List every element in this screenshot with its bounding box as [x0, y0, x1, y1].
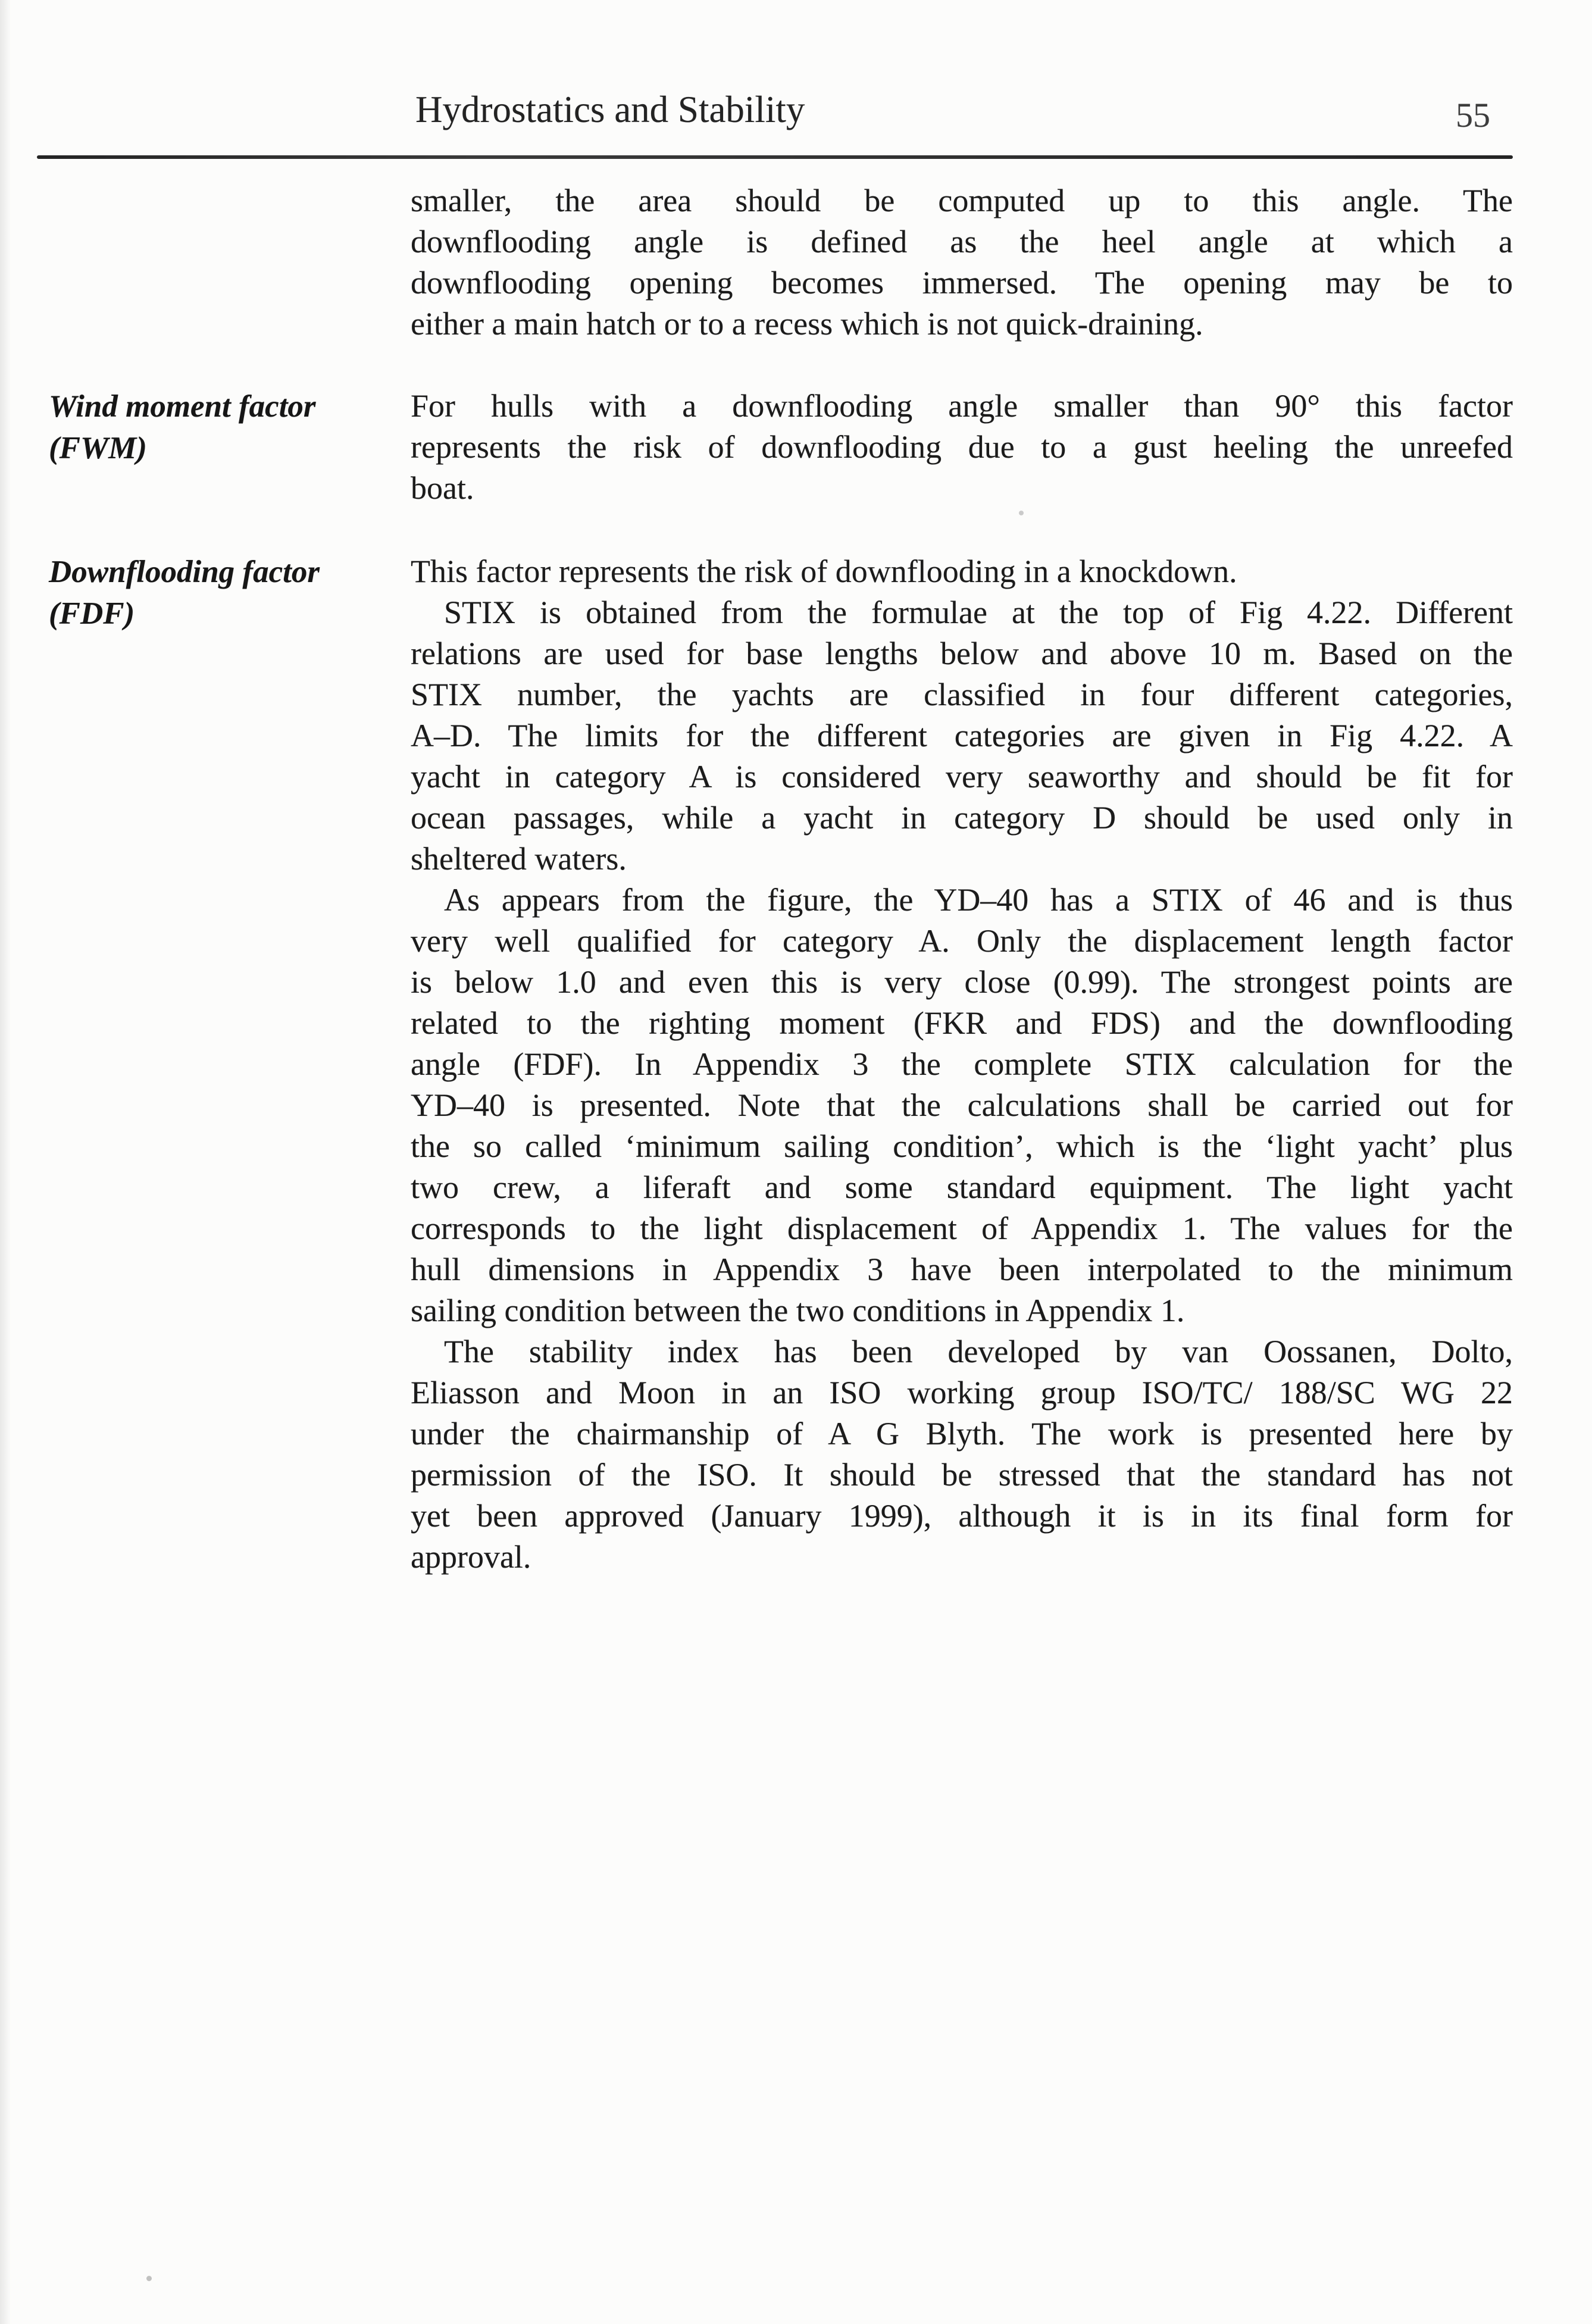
margin-note-wind-moment-factor	[49, 386, 400, 469]
text-line: boat.	[411, 470, 474, 506]
text-line: For hulls with a downflooding angle smaller than 90° this factor	[411, 388, 1513, 424]
page-header-title: Hydrostatics and Stability	[415, 89, 805, 130]
paragraph-block-intro	[411, 180, 1513, 345]
text-line: related to the righting moment (FKR and FDS) and the downflooding	[411, 1005, 1513, 1041]
text-line: downflooding angle is defined as the heel angle at which a	[411, 224, 1513, 259]
text-line: Eliasson and Moon in an ISO working group ISO/TC/ 188/SC WG 22	[411, 1375, 1513, 1410]
text-line: is below 1.0 and even this is very close (0.99). The strongest points are	[411, 964, 1513, 1000]
text-line: The stability index has been developed by van Oossanen, Dolto,	[444, 1334, 1513, 1369]
text-line: STIX number, the yachts are classified in four different categories,	[411, 677, 1513, 712]
text-line: under the chairmanship of A G Blyth. The work is presented here by	[411, 1416, 1513, 1452]
text-line: sheltered waters.	[411, 841, 627, 877]
margin-note-downflooding-factor	[49, 551, 400, 634]
margin-note-line: (FDF)	[49, 596, 135, 631]
paragraph-block-downflooding-factor	[411, 551, 1513, 1578]
text-line: STIX is obtained from the formulae at the top of Fig 4.22. Different	[444, 595, 1513, 630]
text-line: angle (FDF). In Appendix 3 the complete STIX calculation for the	[411, 1046, 1513, 1082]
text-line: downflooding opening becomes immersed. The opening may be to	[411, 265, 1513, 301]
scan-speck	[146, 2276, 152, 2281]
text-line: This factor represents the risk of downflooding in a knockdown.	[411, 553, 1237, 589]
text-line: yacht in category A is considered very seaworthy and should be fit for	[411, 759, 1513, 795]
margin-note-line: (FWM)	[49, 431, 147, 465]
margin-note-line: Downflooding factor	[49, 555, 320, 589]
header-rule	[37, 155, 1513, 159]
text-line: the so called ‘minimum sailing condition’, which is the ‘light yacht’ plus	[411, 1128, 1513, 1164]
text-line: YD–40 is presented. Note that the calculations shall be carried out for	[411, 1087, 1513, 1123]
text-line: ocean passages, while a yacht in category D should be used only in	[411, 800, 1513, 836]
paragraph-block-wind-moment-factor	[411, 386, 1513, 509]
margin-note-line: Wind moment factor	[49, 389, 316, 424]
text-line: either a main hatch or to a recess which is not quick-draining.	[411, 306, 1203, 342]
text-line: yet been approved (January 1999), although it is in its final form for	[411, 1498, 1513, 1534]
text-line: very well qualified for category A. Only the displacement length factor	[411, 923, 1513, 959]
text-line: smaller, the area should be computed up to this angle. The	[411, 183, 1513, 218]
scan-speck	[1019, 511, 1024, 515]
text-line: corresponds to the light displacement of Appendix 1. The values for the	[411, 1211, 1513, 1246]
text-line: As appears from the figure, the YD–40 has a STIX of 46 and is thus	[444, 882, 1513, 918]
text-line: approval.	[411, 1539, 531, 1575]
text-line: permission of the ISO. It should be stressed that the standard has not	[411, 1457, 1513, 1493]
text-line: hull dimensions in Appendix 3 have been interpolated to the minimum	[411, 1252, 1513, 1287]
page-number: 55	[1456, 96, 1490, 135]
text-line: represents the risk of downflooding due to a gust heeling the unreefed	[411, 429, 1513, 465]
text-line: relations are used for base lengths below and above 10 m. Based on the	[411, 636, 1513, 671]
text-line: two crew, a liferaft and some standard equipment. The light yacht	[411, 1169, 1513, 1205]
text-line: sailing condition between the two conditions in Appendix 1.	[411, 1293, 1185, 1328]
text-line: A–D. The limits for the different categories are given in Fig 4.22. A	[411, 718, 1513, 753]
